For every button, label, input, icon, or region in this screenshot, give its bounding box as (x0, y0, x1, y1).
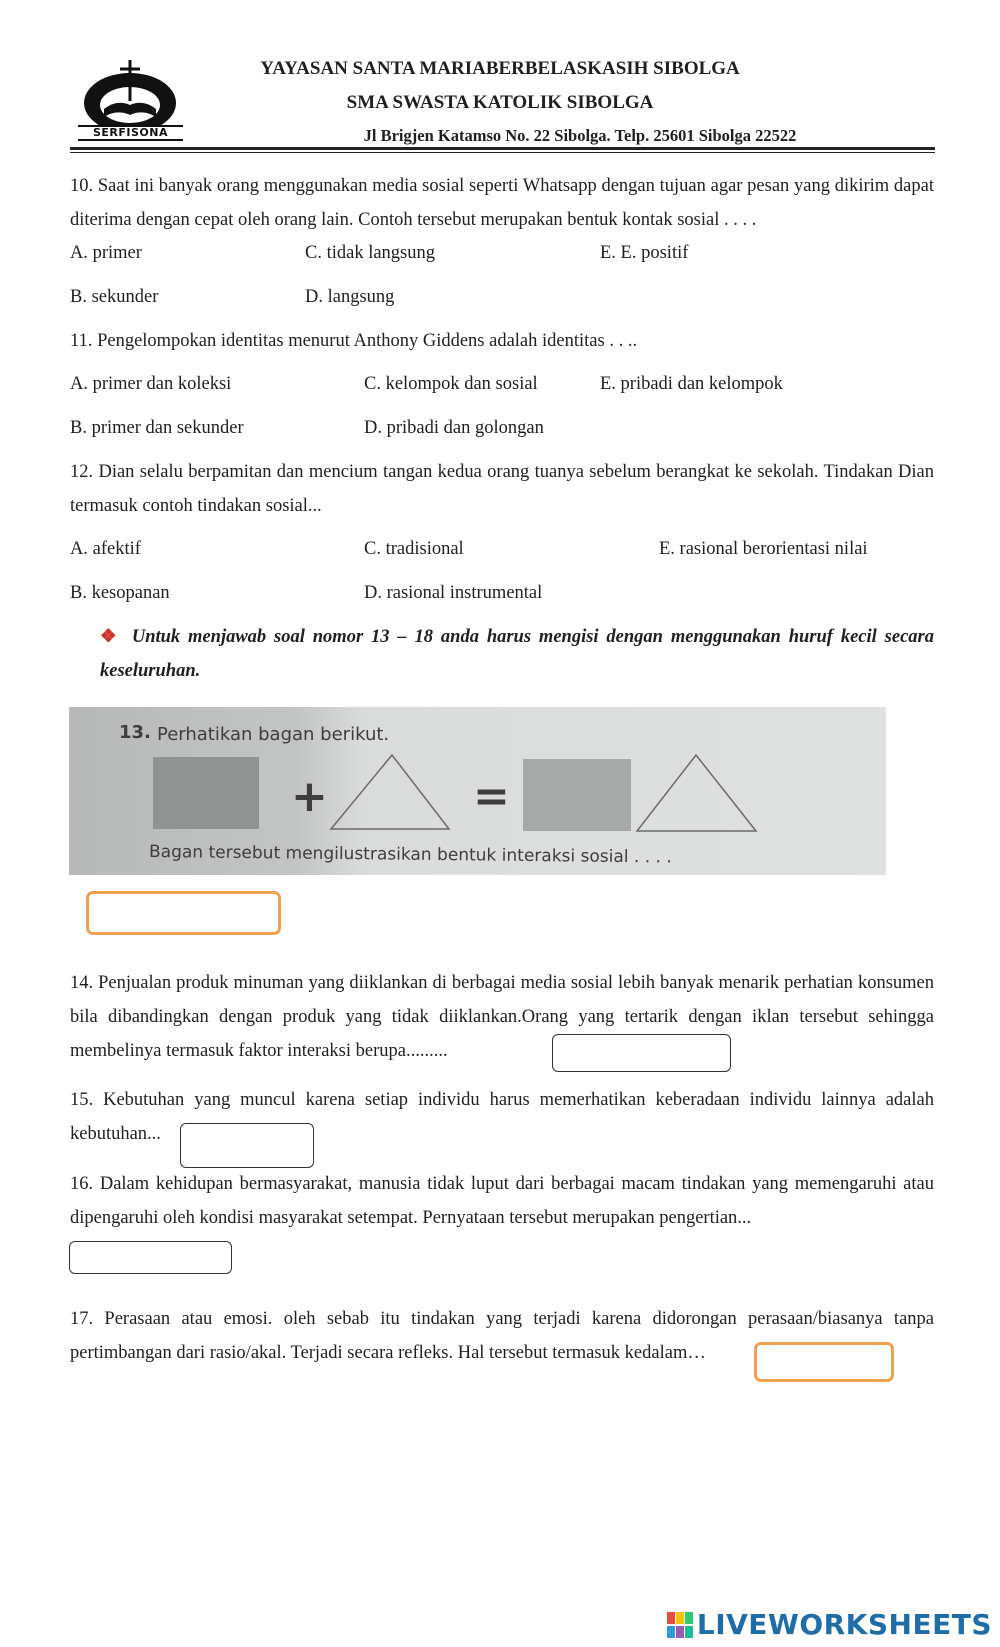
header-rule-thin (70, 152, 935, 153)
q12-option-d: D. rasional instrumental (364, 583, 543, 603)
equals-sign: = (473, 771, 510, 822)
question-16-text: 16. Dalam kehidupan bermasyarakat, manusia tidak luput dari berbagai macam tindakan yang memengaruhi atau dipengaruhi oleh kondisi masyarakat setempat. Pernyataan tersebut merupakan pengertian... (70, 1174, 934, 1228)
q10-option-d: D. langsung (305, 287, 395, 307)
liveworksheets-brand: LIVEWORKSHEETS (696, 1608, 992, 1641)
q10-option-c: C. tidak langsung (305, 243, 436, 263)
q11-option-d: D. pribadi dan golongan (364, 418, 544, 438)
q12-option-c: C. tradisional (364, 539, 464, 559)
q12-option-b: B. kesopanan (70, 583, 170, 603)
question-12-text: 12. Dian selalu berpamitan dan mencium tangan kedua orang tuanya sebelum berangkat ke sekolah. Tindakan Dian termasuk contoh tindakan sosial... (70, 462, 934, 516)
q11-option-c: C. kelompok dan sosial (364, 374, 538, 394)
q10-option-a: A. primer (70, 243, 142, 263)
answer-input-15[interactable] (180, 1123, 314, 1168)
square-shape-left (153, 757, 259, 829)
school-address: Jl Brigjen Katamso No. 22 Sibolga. Telp. 25601 Sibolga 22522 (363, 126, 797, 145)
question-10-text: 10. Saat ini banyak orang menggunakan media sosial seperti Whatsapp dengan tujuan agar pesan yang dikirim dapat diterima dengan cepat oleh orang lain. Contoh tersebut merupakan bentuk kontak sosial . . . . (70, 176, 934, 230)
q11-option-e: E. pribadi dan kelompok (600, 374, 783, 394)
answer-input-17[interactable] (754, 1342, 894, 1382)
instruction-note (100, 620, 934, 688)
q10-option-b: B. sekunder (70, 287, 159, 307)
header-rule-thick (70, 147, 935, 150)
question-13-photo (69, 707, 886, 875)
foundation-name: YAYASAN SANTA MARIABERBELASKASIH SIBOLGA (260, 58, 740, 79)
question-11-text: 11. Pengelompokan identitas menurut Anthony Giddens adalah identitas . . .. (70, 331, 638, 351)
diamond-bullet-icon: ❖ (100, 627, 120, 647)
q13-caption: Bagan tersebut mengilustrasikan bentuk interaksi sosial . . . . (148, 842, 672, 868)
answer-input-16[interactable] (69, 1241, 232, 1274)
q13-number: 13. (119, 722, 151, 743)
liveworksheets-logo[interactable] (667, 1608, 992, 1641)
question-17-text: 17. Perasaan atau emosi. oleh sebab itu tindakan yang terjadi karena didorongan perasaan/biasanya tanpa pertimbangan dari rasio/akal. Terjadi secara refleks. Hal tersebut termasuk kedalam… (70, 1309, 934, 1363)
plus-sign: + (291, 771, 328, 822)
q10-option-e: E. E. positif (600, 243, 689, 263)
question-15-text: 15. Kebutuhan yang muncul karena setiap individu harus memerhatikan keberadaan individu lainnya adalah kebutuhan... (70, 1090, 934, 1144)
logo-caption: SERFISONA (78, 125, 183, 141)
q12-option-a: A. afektif (70, 539, 141, 559)
square-shape-right (523, 759, 631, 831)
liveworksheets-mark-icon (667, 1612, 693, 1638)
school-name: SMA SWASTA KATOLIK SIBOLGA (346, 92, 654, 113)
instruction-text: Untuk menjawab soal nomor 13 – 18 anda harus mengisi dengan menggunakan huruf kecil secara keseluruhan. (100, 627, 934, 681)
answer-input-13[interactable] (86, 891, 281, 935)
question-14-text: 14. Penjualan produk minuman yang diiklankan di berbagai media sosial lebih banyak menarik perhatian konsumen bila dibandingkan dengan produk yang tidak diiklankan.Orang yang tertarik dengan iklan tersebut sehingga membelinya termasuk faktor interaksi berupa......... (70, 973, 934, 1061)
q11-option-b: B. primer dan sekunder (70, 418, 244, 438)
q12-option-e: E. rasional berorientasi nilai (659, 539, 868, 559)
q13-title: Perhatikan bagan berikut. (157, 724, 390, 745)
q11-option-a: A. primer dan koleksi (70, 374, 232, 394)
school-logo (78, 55, 183, 145)
answer-input-14[interactable] (552, 1034, 731, 1072)
